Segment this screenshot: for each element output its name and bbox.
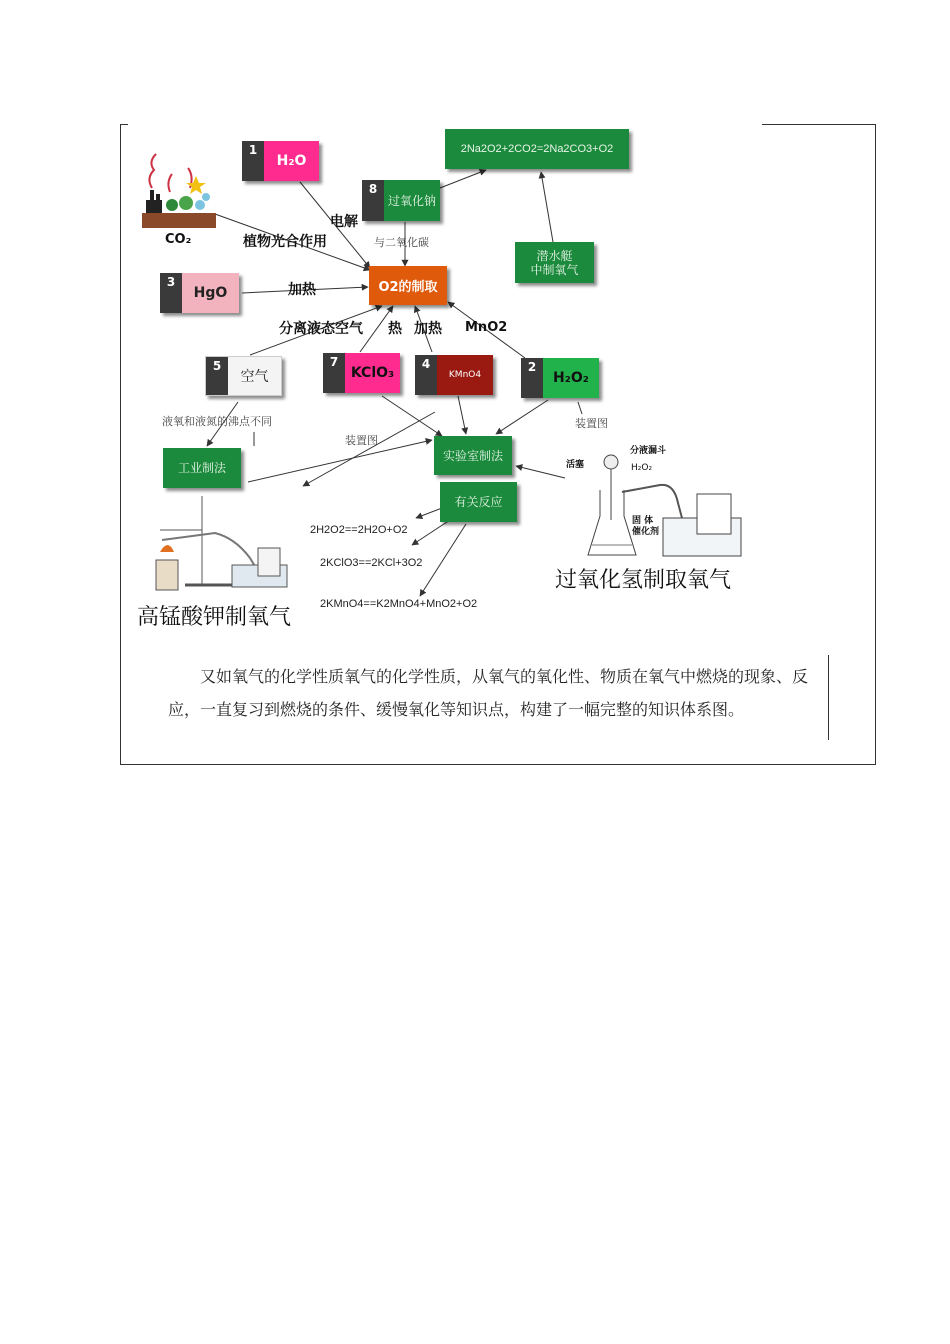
node-label: 空气: [240, 369, 269, 385]
node-number: 3: [160, 273, 182, 313]
node-label: KMnO4: [448, 370, 482, 380]
node-label: H₂O: [276, 153, 307, 169]
label-co2: CO₂: [165, 232, 192, 247]
arrow-na2o2-eq: [440, 170, 486, 188]
node-label: KClO₃: [350, 365, 395, 381]
node-industrial: 工业制法: [163, 448, 241, 488]
node-lab: 实验室制法: [434, 436, 512, 475]
arrow-sub-eq: [541, 172, 553, 242]
label-photosynthesis: 植物光合作用: [243, 234, 327, 250]
node-number: 5: [206, 357, 228, 395]
label-heat-kmno4: 加热: [414, 321, 442, 337]
kmno4-apparatus-illustration: [156, 496, 287, 590]
caption-h2o2-apparatus: 过氧化氢制取氧气: [555, 568, 732, 593]
tick-apparatus2: [578, 402, 582, 414]
label-electrolysis: 电解: [330, 214, 358, 230]
h2o2-apparatus-illustration: [588, 455, 741, 556]
paragraph-rule: [828, 655, 829, 740]
node-number: 2: [521, 358, 543, 398]
arrow-eq2: [412, 520, 450, 545]
label-mno2: MnO2: [465, 320, 508, 335]
arrow-h2o2-lab: [496, 400, 548, 434]
node-na2o2-equation: 2Na2O2+2CO2=2Na2CO3+O2: [445, 129, 629, 169]
label-heat-hgo: 加热: [288, 282, 316, 298]
factory-illustration: [142, 154, 216, 228]
equation-h2o2: 2H2O2==2H2O+O2: [310, 524, 408, 536]
arrow-industrial-lab: [248, 440, 432, 482]
label-stopcock: 活塞: [566, 460, 585, 470]
label-separatory-funnel: 分液漏斗: [630, 446, 667, 456]
node-hgo: [160, 273, 239, 313]
arrow-kclo3-lab: [382, 396, 442, 436]
arrow-apparatus-lab: [516, 466, 565, 478]
node-h2o2: [521, 358, 599, 398]
arrow-lab-apparatus: [303, 412, 435, 486]
label-separate-liquid-air: 分离液态空气: [279, 321, 363, 337]
node-label: H₂O₂: [553, 370, 589, 386]
node-submarine: 潜水艇 中制氧气: [515, 242, 594, 283]
node-label: HgO: [193, 285, 228, 301]
node-number: 1: [242, 141, 264, 181]
node-na2o2: [362, 180, 440, 221]
node-kmno4: [415, 355, 493, 395]
node-number: 4: [415, 355, 437, 395]
body-paragraph: 又如氧气的化学性质氧气的化学性质，从氧气的氧化性、物质在氧气中燃烧的现象、反应，一直复习到燃烧的条件、缓慢氧化等知识点，构建了一幅完整的知识体系图。: [168, 667, 809, 719]
label-with-co2: 与二氧化碳: [374, 236, 429, 249]
label-boiling-point: 液氧和液氮的沸点不同: [162, 415, 272, 428]
label-heat-kclo3: 热: [388, 321, 402, 337]
label-catalyst: 固 体 催化剂: [632, 516, 660, 537]
node-kclo3: [323, 353, 400, 393]
node-h2o: [242, 141, 319, 181]
arrow-kmno4-lab: [458, 396, 466, 434]
label-apparatus-left: 装置图: [345, 434, 378, 447]
node-number: 8: [362, 180, 384, 221]
node-reactions: 有关反应: [440, 482, 517, 522]
node-label: O2的制取: [378, 280, 438, 295]
caption-kmno4-apparatus: 高锰酸钾制氧气: [137, 605, 292, 630]
label-h2o2-small: H₂O₂: [631, 463, 653, 473]
arrow-eq1: [416, 508, 442, 518]
node-number: 7: [323, 353, 345, 393]
node-o2-center: [369, 266, 447, 305]
equation-kmno4: 2KMnO4==K2MnO4+MnO2+O2: [320, 598, 478, 610]
node-air: [205, 356, 282, 396]
node-label: 过氧化钠: [387, 194, 436, 208]
equation-kclo3: 2KClO3==2KCl+3O2: [320, 557, 423, 569]
label-apparatus-right: 装置图: [575, 417, 608, 430]
